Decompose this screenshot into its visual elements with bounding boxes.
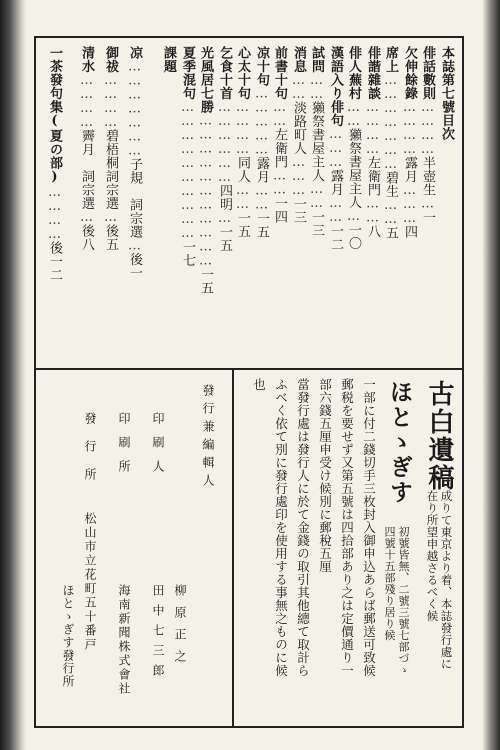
toc-entry: 夏季混句…………………………一七 [180,46,195,267]
page-shadow-left [0,0,26,750]
publisher-label: 發行兼編輯人 [201,384,215,492]
magazine-name: ほとゝぎす [386,380,413,505]
notice-subtitle: 在り所望申越さるべく候 [425,490,440,622]
toc-entry: 清水…………霽月 詞宗選…後八 [79,46,94,251]
publisher-label: 印刷人 [151,412,165,484]
notice-body-line: 一部に付二錢切手三枚封入御申込あらば郵送可致候 [361,378,377,677]
toc-entry: 凉…………………子規 詞宗選…後一 [127,46,142,280]
publisher-value: 松山市立花町五十番戸 [83,512,97,652]
toc-entry: 前書十句……左衛門……一四 [272,46,287,224]
publisher-value: 柳原正之 [173,584,187,672]
issue-note: 四號十五部殘り居り候 [383,526,396,641]
notice-body-line: 郵税を要せず又第五號は四拾部あり之は定價通り一 [339,378,355,677]
horizontal-divider [34,368,464,370]
toc-entry: 試問……獺祭書屋主人……一三 [309,46,324,237]
notice-body-line: 也 [251,378,267,391]
toc-entry: 席上…………………碧生……五 [383,46,398,240]
notice-body-line: 部六錢五厘申受け候別に郵稅五厘 [317,378,333,573]
toc-entry: 御祓…………碧梧桐詞宗選…後五 [103,46,118,251]
publisher-value: 田中七三郎 [151,584,165,684]
toc-entry: 消息……淡路町人………一三 [291,46,306,224]
toc-title: 本誌第七號目次 [439,46,454,141]
publisher-value: ほとゝぎす發行所 [61,584,75,688]
toc-entry: 俳人蕪村……獺祭書屋主人…一〇 [346,46,361,250]
notice-subtitle: 成りて東京より着、本誌發行處に [439,490,454,670]
page-shadow-right [482,0,500,750]
toc-entry: 俳話數則…………半壺生…一 [420,46,435,224]
toc-entry: 漢語入り俳句………露月……一二 [328,46,343,251]
notice-heading: 古白遺稿 [424,380,454,492]
publisher-label: 發行所 [83,412,97,496]
toc-entry: 俳諧雜談…………左衛門……八 [365,46,380,238]
toc-entry: 欠伸餘錄…………露月………四 [402,46,417,239]
publisher-label: 印刷所 [117,412,131,484]
toc-entry: 一茶發句集(夏の部)…………後一二 [47,46,62,282]
vertical-divider [232,370,234,726]
notice-body-line: 當發行處は發行人に於て金錢の取引其他總て取計ら [295,378,311,677]
toc-entry: 心太十句…………同人……一五 [235,46,250,238]
toc-entry: 凉十句……………露月……一五 [254,46,269,239]
toc-entry: 乞食十首………………四明…一五 [217,46,232,252]
notice-body-line: ふべく依て別に發行處印を使用する事無之ものに候 [273,378,289,677]
toc-entry: 課題 [161,46,176,73]
publisher-value: 海南新聞株式會社 [117,584,131,696]
issue-note: 初號皆無、二號三號七部づゝ [397,526,410,676]
toc-entry: 光風居七勝……………………………一五 [198,46,213,295]
